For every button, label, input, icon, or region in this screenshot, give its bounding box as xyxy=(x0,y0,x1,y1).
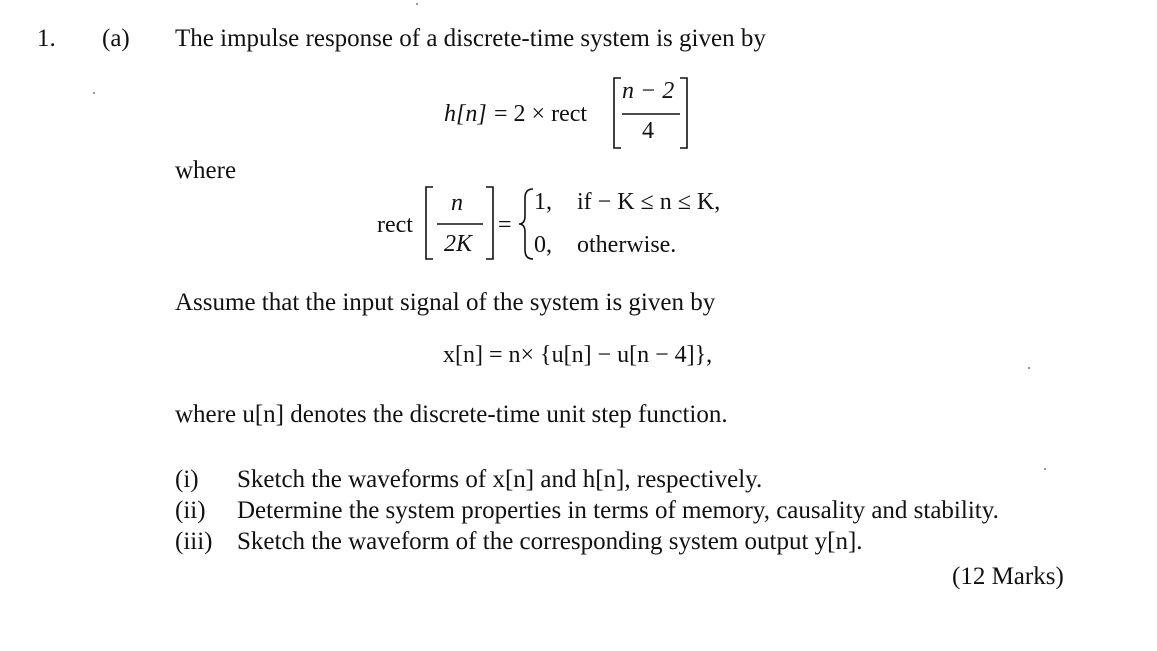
item-label-ii: (ii) xyxy=(175,497,206,524)
scan-speck xyxy=(416,3,418,5)
eq-h-bracket-right xyxy=(678,76,690,150)
eq-rect-case2-value: 0, xyxy=(534,232,552,258)
question-number: 1. xyxy=(37,25,56,52)
eq-h-eq: = 2 × rect xyxy=(494,101,588,127)
eq-rect-numerator: n xyxy=(451,190,463,216)
eq-rect-bracket-right xyxy=(484,185,496,261)
eq-rect-fraction-bar xyxy=(437,223,487,226)
marks-label: (12 Marks) xyxy=(952,563,1064,590)
scan-speck xyxy=(1044,468,1046,470)
eq-rect-case2-condition: otherwise. xyxy=(577,232,677,258)
scan-speck xyxy=(1028,367,1030,369)
intro-text: The impulse response of a discrete-time system is given by xyxy=(175,25,766,52)
eq-rect-brace xyxy=(516,186,536,262)
eq-h-fraction-bar xyxy=(622,113,682,116)
eq-h-denominator: 4 xyxy=(642,118,654,144)
eq-rect-equals: = xyxy=(498,212,512,238)
assume-text: Assume that the input signal of the system is given by xyxy=(175,289,716,316)
item-label-i: (i) xyxy=(175,466,199,493)
eq-rect-case1-value: 1, xyxy=(534,189,552,215)
eq-h-lhs: h[n] xyxy=(444,101,487,127)
eq-rect-bracket-left xyxy=(423,185,435,261)
question-part-label: (a) xyxy=(102,25,130,52)
unit-step-note: where u[n] denotes the discrete-time unit step function. xyxy=(175,401,728,428)
eq-rect-name: rect xyxy=(377,212,413,238)
item-text-iii: Sketch the waveform of the corresponding system output y[n]. xyxy=(237,528,863,555)
eq-h-numerator: n − 2 xyxy=(622,78,675,104)
scan-speck xyxy=(93,92,95,94)
where-label: where xyxy=(175,157,237,184)
item-label-iii: (iii) xyxy=(175,528,213,555)
input-signal-equation: x[n] = n× {u[n] − u[n − 4]}, xyxy=(443,342,713,368)
item-text-i: Sketch the waveforms of x[n] and h[n], respectively. xyxy=(237,466,763,493)
item-text-ii: Determine the system properties in terms of memory, causality and stability. xyxy=(237,497,999,524)
eq-rect-denominator: 2K xyxy=(444,231,473,257)
eq-rect-case1-condition: if − K ≤ n ≤ K, xyxy=(577,189,721,215)
